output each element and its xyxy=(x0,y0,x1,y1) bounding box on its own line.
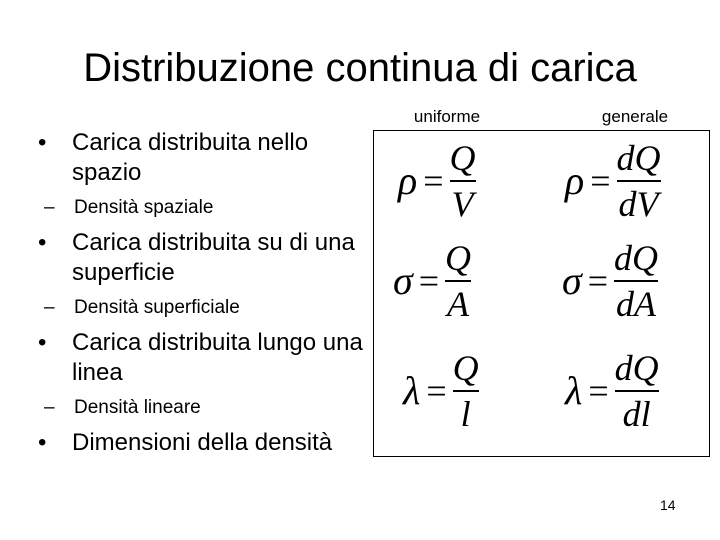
sub-bullet-item xyxy=(30,396,370,420)
fraction-bar xyxy=(453,390,479,392)
fraction xyxy=(615,348,659,434)
formula-lhs: λ xyxy=(565,368,583,413)
page-number: 14 xyxy=(660,497,676,513)
formula-uniform-surface xyxy=(393,238,471,324)
bullet-text: Dimensioni della densità xyxy=(72,429,333,456)
bullet-item xyxy=(30,428,370,458)
sub-bullet-item xyxy=(30,296,370,320)
sub-bullet-marker: – xyxy=(44,397,55,418)
bullet-item xyxy=(30,328,370,388)
equals-sign: = xyxy=(590,161,611,201)
equals-sign: = xyxy=(418,261,440,301)
sub-bullet-marker: – xyxy=(44,297,55,318)
bullet-marker: • xyxy=(38,129,47,156)
sub-bullet-text: Densità spaziale xyxy=(74,197,214,218)
bullet-item xyxy=(30,228,370,288)
bullet-list xyxy=(30,128,370,458)
fraction xyxy=(453,348,479,434)
equals-sign: = xyxy=(587,261,609,301)
fraction xyxy=(614,238,658,324)
fraction-bar xyxy=(617,180,661,182)
numerator: Q xyxy=(445,238,472,278)
sub-bullet-item xyxy=(30,196,370,220)
formula-uniform-volume xyxy=(398,138,476,224)
sub-bullet-marker: – xyxy=(44,197,55,218)
fraction-bar xyxy=(614,280,658,282)
denominator: V xyxy=(451,184,474,224)
formula-general-volume xyxy=(565,138,661,224)
formula-lhs: σ xyxy=(393,258,413,303)
numerator: dQ xyxy=(616,138,661,178)
slide-title: Distribuzione continua di carica xyxy=(83,46,637,90)
formula-general-linear xyxy=(565,348,659,434)
formula-lhs: σ xyxy=(562,258,582,303)
formula-uniform-linear xyxy=(403,348,479,434)
uniform-column-header: uniforme xyxy=(413,107,481,126)
bullet-marker: • xyxy=(38,329,47,356)
equals-sign: = xyxy=(588,371,609,411)
fraction-bar xyxy=(615,390,659,392)
equals-sign: = xyxy=(423,161,444,201)
denominator: dl xyxy=(622,394,651,434)
equals-sign: = xyxy=(426,371,447,411)
bullet-text: Carica distribuita su di una superficie xyxy=(72,229,355,286)
fraction-bar xyxy=(450,180,476,182)
formula-lhs: λ xyxy=(403,368,421,413)
numerator: dQ xyxy=(614,238,659,278)
fraction xyxy=(617,138,661,224)
formula-general-surface xyxy=(562,238,658,324)
bullet-marker: • xyxy=(38,229,47,256)
numerator: Q xyxy=(452,348,479,388)
sub-bullet-text: Densità lineare xyxy=(74,397,201,418)
bullet-text: Carica distribuita lungo una linea xyxy=(72,329,363,386)
bullet-marker: • xyxy=(38,429,47,456)
bullet-item xyxy=(30,128,370,188)
formula-lhs: ρ xyxy=(565,158,585,203)
bullet-text: Carica distribuita nello spazio xyxy=(72,129,309,186)
general-column-header: generale xyxy=(601,107,669,126)
fraction xyxy=(450,138,476,224)
denominator: dV xyxy=(618,184,659,224)
numerator: dQ xyxy=(614,348,659,388)
fraction xyxy=(445,238,471,324)
fraction-bar xyxy=(445,280,471,282)
denominator: dA xyxy=(616,284,657,324)
denominator: l xyxy=(460,394,471,434)
numerator: Q xyxy=(449,138,476,178)
formula-lhs: ρ xyxy=(398,158,418,203)
sub-bullet-text: Densità superficiale xyxy=(74,297,240,318)
denominator: A xyxy=(447,284,470,324)
